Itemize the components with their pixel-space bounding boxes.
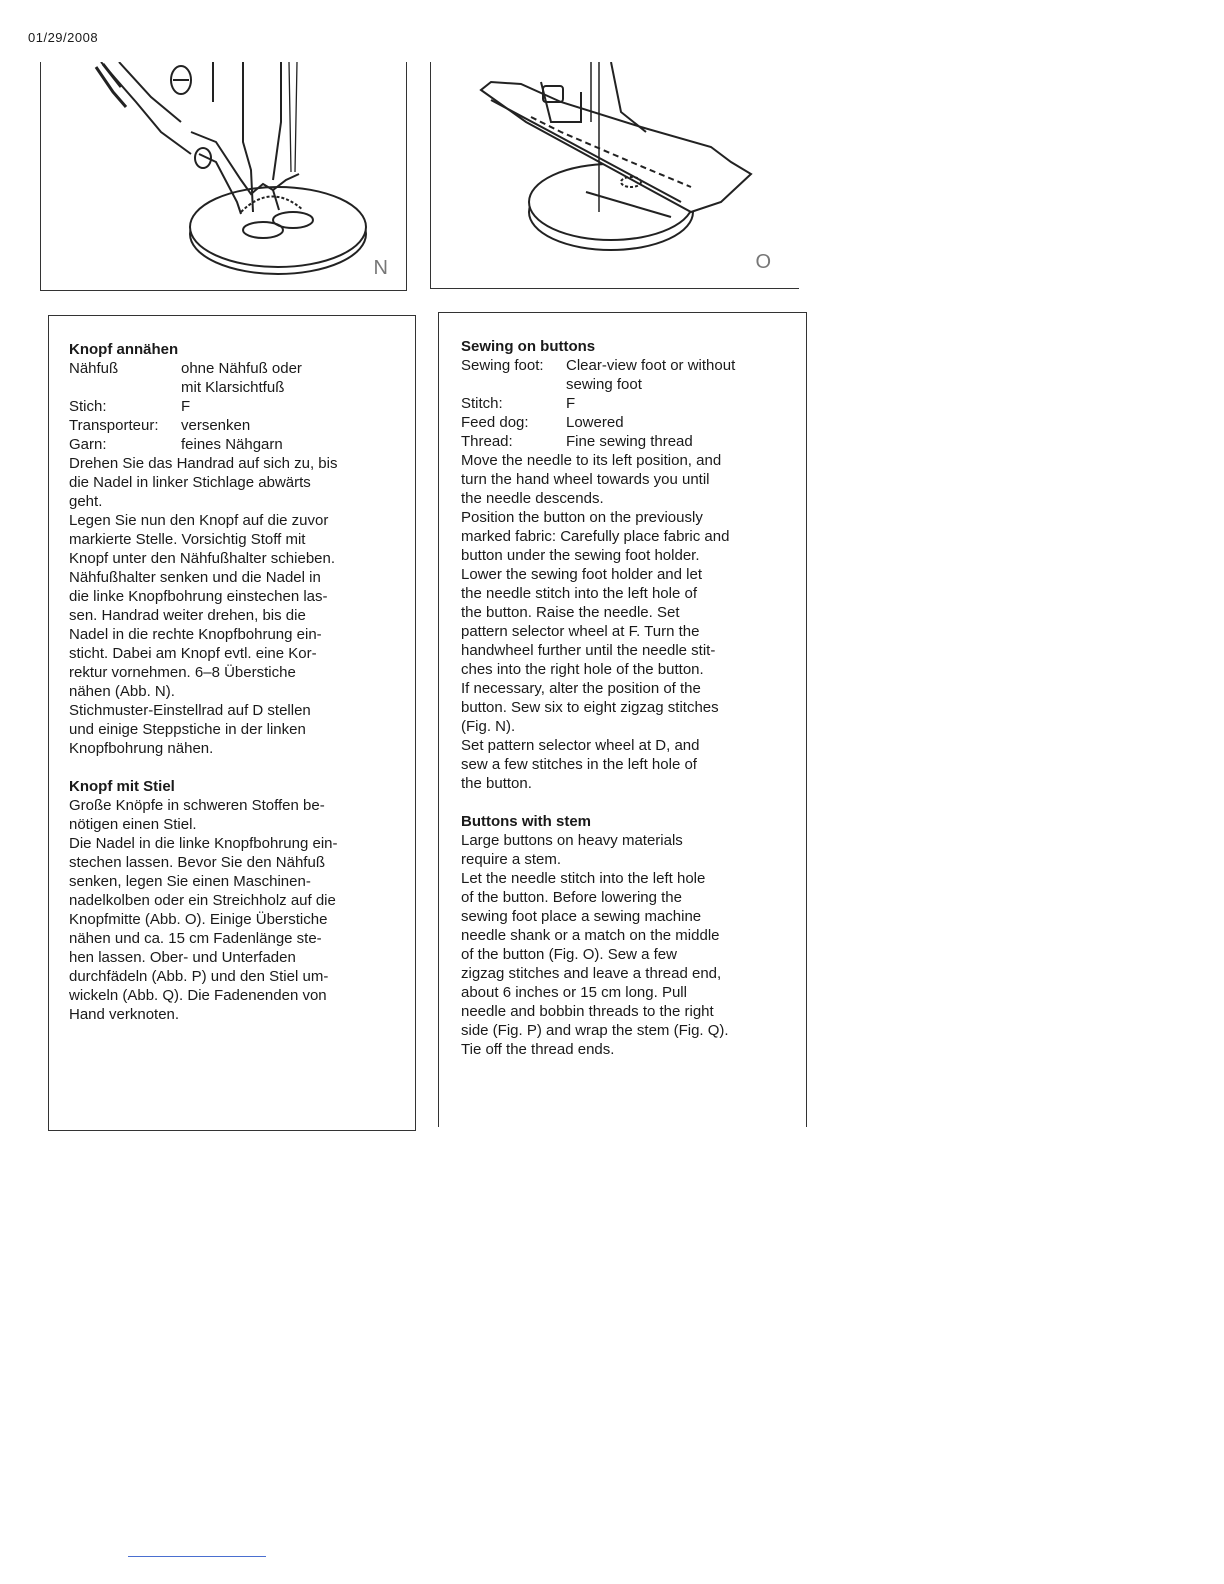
spec-value: Clear-view foot or without <box>566 357 736 374</box>
english-subtitle: Buttons with stem <box>461 813 591 830</box>
spec-key <box>461 375 566 394</box>
spec-value: feines Nähgarn <box>181 436 283 453</box>
button-stem-illustration <box>431 62 799 288</box>
english-spec-row <box>461 394 791 413</box>
spec-value: F <box>181 398 191 415</box>
german-spec-row <box>69 378 399 397</box>
spec-value: ohne Nähfuß oder <box>181 360 302 377</box>
spec-value: F <box>566 395 576 412</box>
spec-key <box>69 378 181 397</box>
spec-key: Nähfuß <box>69 360 119 377</box>
german-subtitle: Knopf mit Stiel <box>69 778 175 795</box>
german-spec-row <box>69 416 399 435</box>
german-body-text-2: Große Knöpfe in schweren Stoffen be- nötigen einen Stiel. Die Nadel in die linke Knopfbohrung ein- stechen lassen. Bevor Sie den Nähfuß senken, legen Sie einen Maschinen- nadelkolben oder ein Streichholz auf die Knopfmitte (Abb. O). Einige Überstiche nähen und ca. 15 cm Fadenlänge ste- hen lassen. Ober- und Unterfaden durchfädeln (Abb. P) und den Stiel um- wickeln (Abb. Q). Die Fadenenden von Hand verknoten. <box>69 797 338 1023</box>
spec-key: Garn: <box>69 436 107 453</box>
footer-link-underline <box>128 1556 266 1557</box>
spec-key: Stich: <box>69 398 107 415</box>
spec-key: Transporteur: <box>69 417 159 434</box>
figure-letter-o: O <box>755 251 771 273</box>
spec-key: Sewing foot: <box>461 357 544 374</box>
spec-value: sewing foot <box>566 376 642 393</box>
spec-value: versenken <box>181 417 251 434</box>
german-instructions <box>48 315 416 1131</box>
english-title: Sewing on buttons <box>461 338 596 355</box>
spec-key: Feed dog: <box>461 414 529 431</box>
spec-key: Stitch: <box>461 395 503 412</box>
english-spec-row <box>461 375 791 394</box>
german-spec-row <box>69 359 399 378</box>
english-body-text-2: Large buttons on heavy materials require a stem. Let the needle stitch into the left hole of the button. Before lowering the sewing foot place a sewing machine needle shank or a match on the middle of the button (Fig. O). Sew a few zigzag stitches and leave a thread end, about 6 inches or 15 cm long. Pull needle and bobbin threads to the right side (Fig. P) and wrap the stem (Fig. Q). Tie off the thread ends. <box>461 832 729 1058</box>
figure-o <box>430 62 799 289</box>
english-body-text: Move the needle to its left position, and turn the hand wheel towards you until the needle descends. Position the button on the previously marked fabric: Carefully place fabric and button under the sewing foot holder. Lower the sewing foot holder and let the needle stitch into the left hole of the button. Raise the needle. Set pattern selector wheel at F. Turn the handwheel further until the needle stit- ches into the right hole of the button. If necessary, alter the position of the button. Sew six to eight zigzag stitches (Fig. N). Set pattern selector wheel at D, and sew a few stitches in the left hole of the button. <box>461 452 730 792</box>
english-spec-row <box>461 356 791 375</box>
english-spec-row <box>461 432 791 451</box>
spec-value: mit Klarsichtfuß <box>181 379 285 396</box>
german-title: Knopf annähen <box>69 341 179 358</box>
figure-letter-n: N <box>373 257 388 279</box>
spec-value: Fine sewing thread <box>566 433 693 450</box>
spec-key: Thread: <box>461 433 513 450</box>
german-spec-row <box>69 435 399 454</box>
figure-n <box>40 62 407 291</box>
document-date: 01/29/2008 <box>28 30 99 45</box>
german-spec-row <box>69 397 399 416</box>
button-sewing-illustration <box>41 62 406 290</box>
german-body-text: Drehen Sie das Handrad auf sich zu, bis die Nadel in linker Stichlage abwärts geht. Legen Sie nun den Knopf auf die zuvor markierte Stelle. Vorsichtig Stoff mit Knopf unter den Nähfußhalter schieben. Nähfußhalter senken und die Nadel in die linke Knopfbohrung einstechen las- sen. Handrad weiter drehen, bis die Nadel in die rechte Knopfbohrung ein- sticht. Dabei am Knopf evtl. eine Kor- rektur vornehmen. 6–8 Überstiche nähen (Abb. N). Stichmuster-Einstellrad auf D stellen und einige Steppstiche in der linken Knopfbohrung nähen. <box>69 455 338 757</box>
english-instructions <box>438 312 807 1127</box>
english-spec-row <box>461 413 791 432</box>
spec-value: Lowered <box>566 414 624 431</box>
